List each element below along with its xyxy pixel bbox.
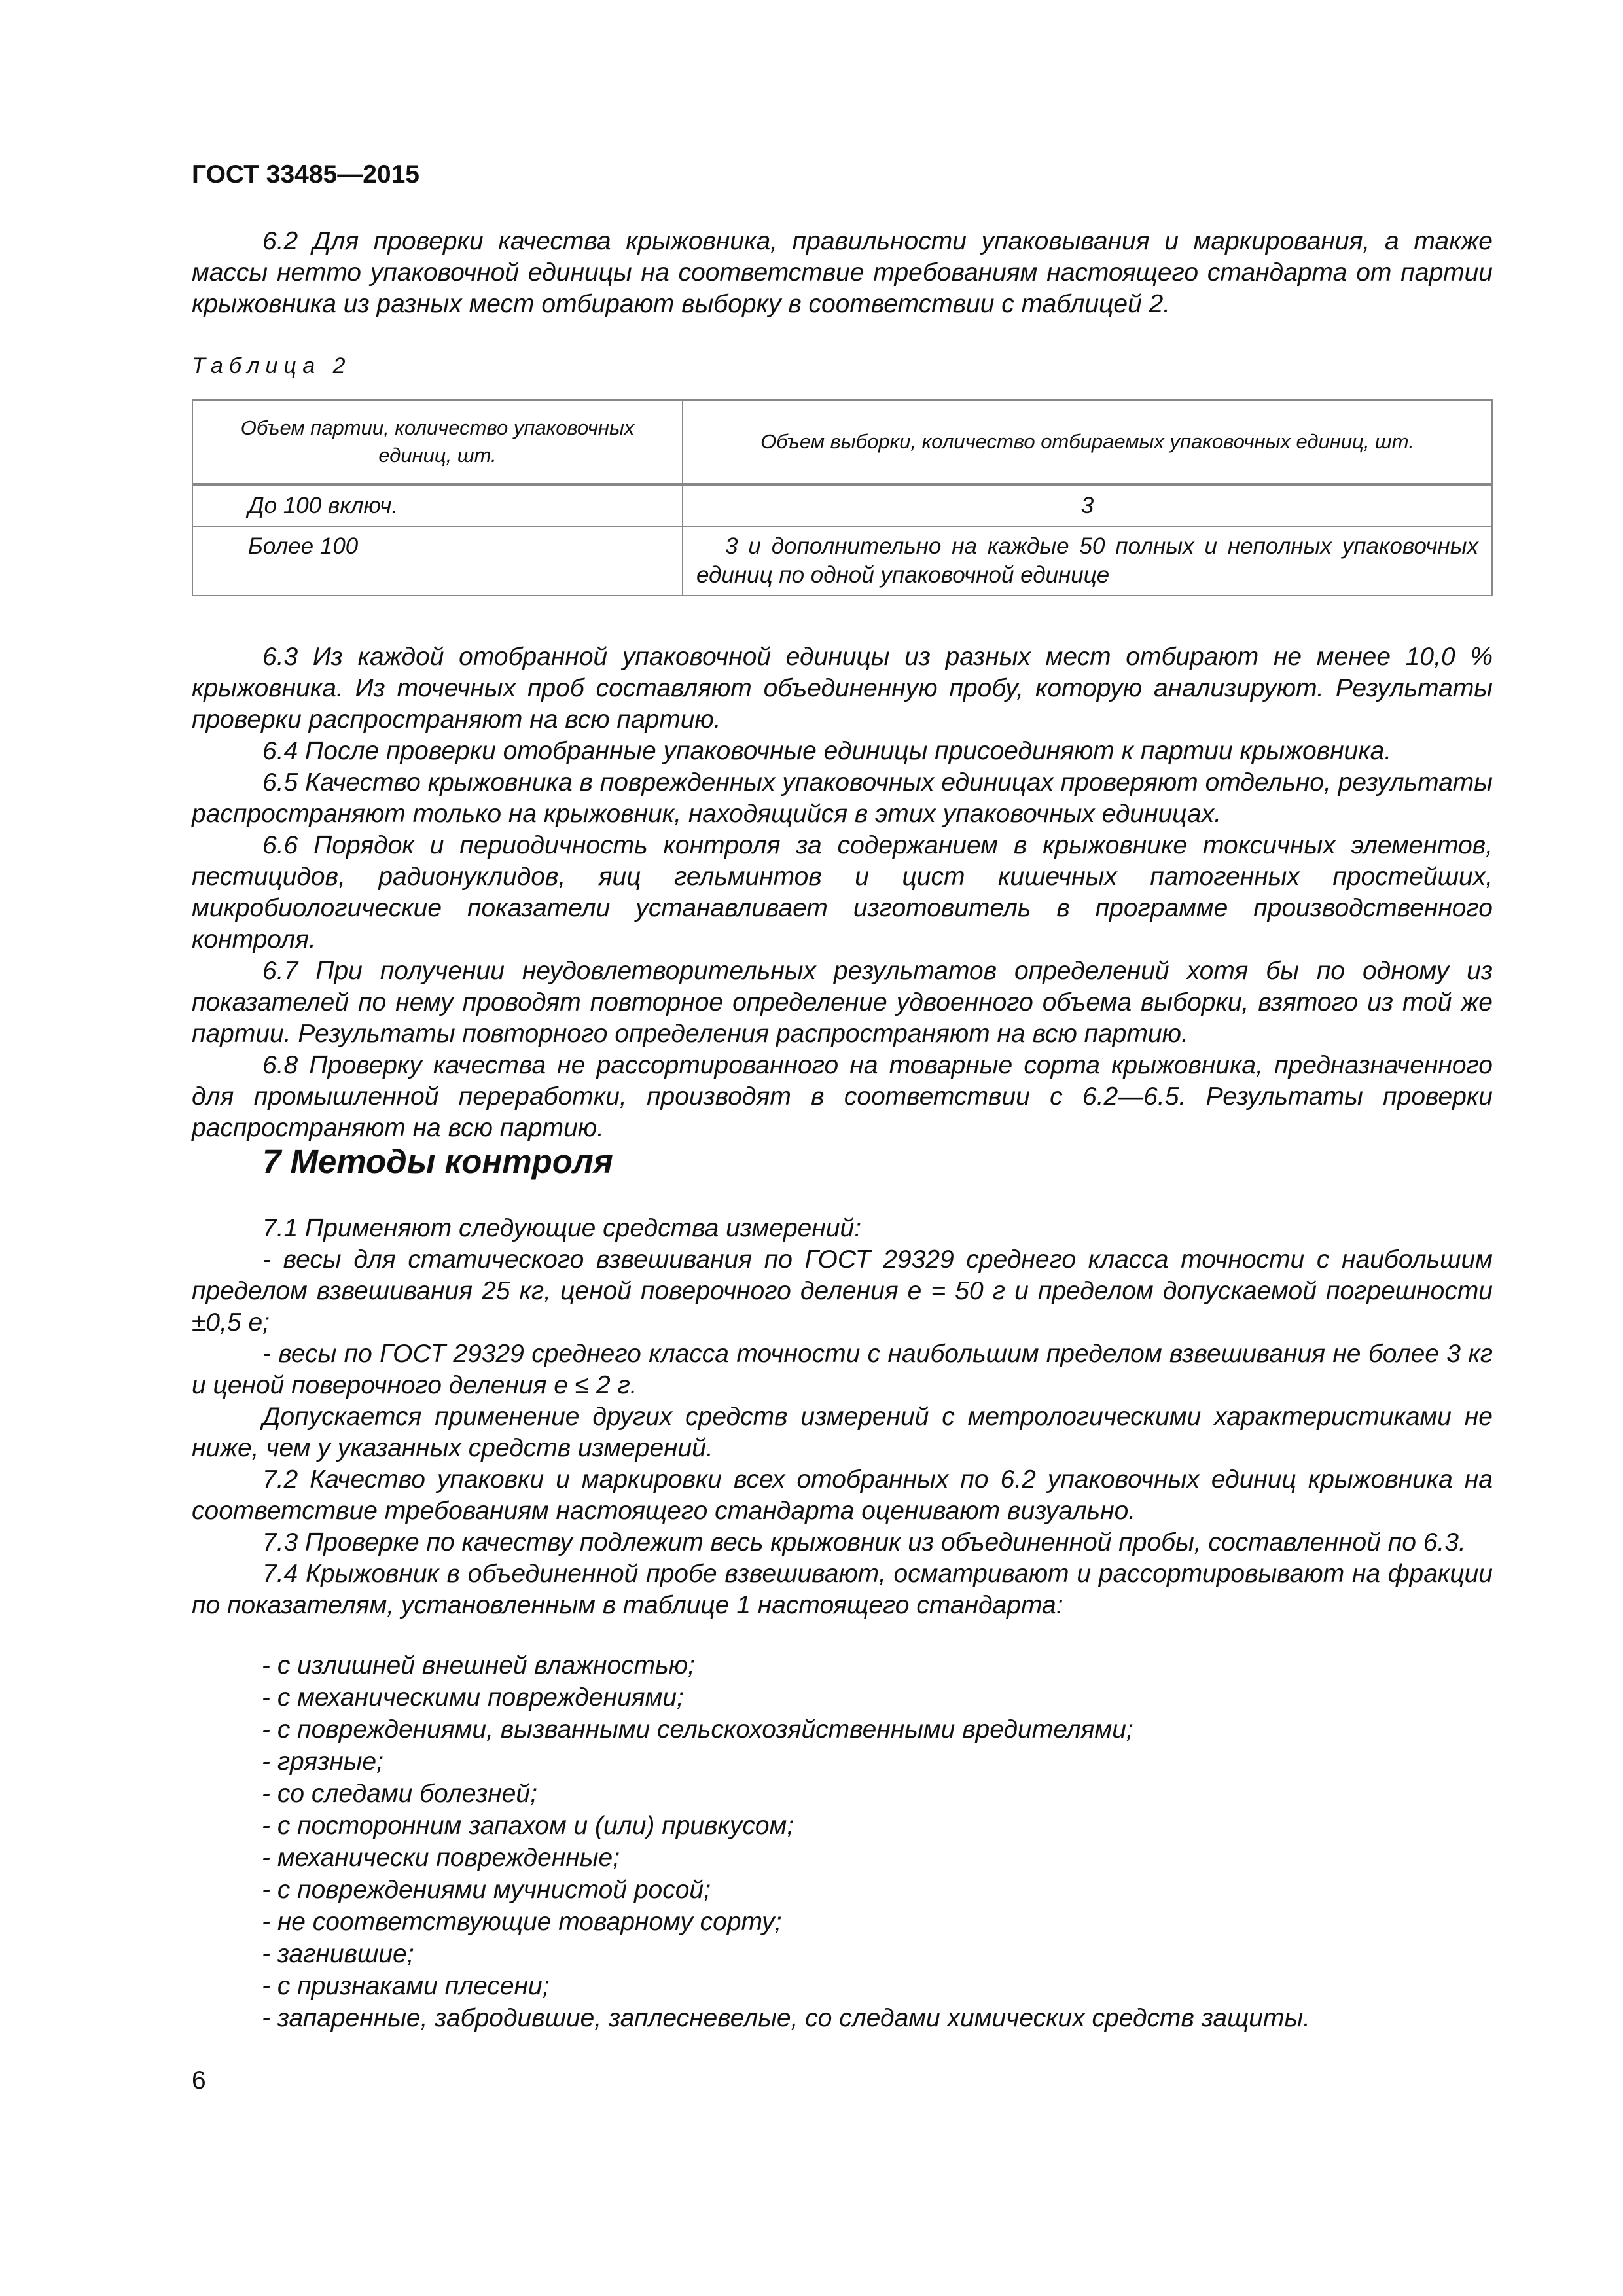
table-cell: До 100 включ.	[192, 485, 683, 527]
column-header-lot-size: Объем партии, количество упаковочных единиц, шт.	[192, 400, 683, 485]
table-row	[192, 526, 1492, 596]
list-item: - со следами болезней;	[262, 1780, 537, 1808]
table-caption: Таблица 2	[192, 353, 351, 378]
paragraph-6-6: 6.6 Порядок и периодичность контроля за содержанием в крыжовнике токсичных элементов, пестицидов, радионуклидов, яиц гельминтов и цист кишечных патогенных простейших, микробиологические показатели устанавливает изготовитель в программе производственного контроля.	[192, 831, 1493, 954]
section-7-paragraphs	[192, 1213, 1493, 1621]
paragraph-6-8: 6.8 Проверку качества не рассортированного на товарные сорта крыжовника, предназначенного для промышленной переработки, производят в соответствии с 6.2—6.5. Результаты проверки распространяют на всю партию.	[192, 1051, 1493, 1142]
table-cell-text: 3 и дополнительно на каждые 50 полных и неполных упаковочных единиц по одной упаковочной единице	[696, 533, 1478, 588]
paragraph-6-5: 6.5 Качество крыжовника в поврежденных упаковочных единицах проверяют отдельно, результаты распространяют только на крыжовник, находящийся в этих упаковочных единицах.	[192, 768, 1493, 828]
section-7-title: 7 Методы контроля	[262, 1143, 613, 1180]
paragraph-text: 6.2 Для проверки качества крыжовника, правильности упаковывания и маркирования, а также массы нетто упаковочной единицы на соответствие требованиям настоящего стандарта от партии крыжовника из разных мест отбирают выборку в соответствии с таблицей 2.	[192, 227, 1493, 318]
table-row	[192, 485, 1492, 527]
paragraph-7-2: 7.2 Качество упаковки и маркировки всех отобранных по 6.2 упаковочных единиц крыжовника на соответствие требованиям настоящего стандарта оценивают визуально.	[192, 1465, 1493, 1525]
list-item: - механически поврежденные;	[262, 1844, 620, 1872]
paragraph-7-1: 7.1 Применяют следующие средства измерений:	[262, 1214, 862, 1242]
list-item: - с излишней внешней влажностью;	[262, 1651, 695, 1679]
list-item: - с повреждениями, вызванными сельскохозяйственными вредителями;	[262, 1715, 1133, 1744]
paragraph-7-3: 7.3 Проверке по качеству подлежит весь крыжовник из объединенной пробы, составленной по 6.3.	[262, 1528, 1466, 1556]
paragraph-7-4: 7.4 Крыжовник в объединенной пробе взвешивают, осматривают и рассортировывают на фракции по показателям, установленным в таблице 1 настоящего стандарта:	[192, 1560, 1493, 1619]
list-item: - не соответствующие товарному сорту;	[262, 1908, 782, 1936]
paragraph-7-1-item-2: - весы по ГОСТ 29329 среднего класса точности с наибольшим пределом взвешивания не более 3 кг и ценой поверочного деления e ≤ 2 г.	[192, 1340, 1493, 1399]
page-number: 6	[192, 2066, 206, 2094]
fraction-list	[262, 1649, 1492, 2034]
paragraph-6-4: 6.4 После проверки отобранные упаковочные единицы присоединяют к партии крыжовника.	[262, 737, 1392, 765]
paragraph-6-2	[192, 226, 1493, 320]
list-item: - грязные;	[262, 1748, 383, 1776]
table-cell: 3	[683, 485, 1492, 527]
paragraph-7-1-note: Допускается применение других средств измерений с метрологическими характеристиками не ниже, чем у указанных средств измерений.	[192, 1403, 1493, 1462]
list-item: - запаренные, забродившие, заплесневелые, со следами химических средств защиты.	[262, 2004, 1310, 2032]
paragraph-7-1-item-1: - весы для статического взвешивания по ГОСТ 29329 среднего класса точности с наибольшим пределом взвешивания 25 кг, ценой поверочного деления e = 50 г и пределом допускаемой погрешности ±0,5 e;	[192, 1246, 1493, 1336]
list-item: - с признаками плесени;	[262, 1972, 550, 2000]
table-cell	[683, 526, 1492, 596]
column-header-sample-size: Объем выборки, количество отбираемых упаковочных единиц, шт.	[683, 400, 1492, 485]
list-item: - с механическими повреждениями;	[262, 1683, 684, 1712]
list-item: - загнившие;	[262, 1940, 414, 1968]
section-6-paragraphs	[192, 641, 1493, 1144]
table-cell: Более 100	[192, 526, 683, 596]
table-header-row	[192, 400, 1492, 485]
list-item: - с посторонним запахом и (или) привкусом;	[262, 1812, 794, 1840]
document-header: ГОСТ 33485—2015	[192, 160, 419, 188]
list-item: - с повреждениями мучнистой росой;	[262, 1876, 711, 1904]
sample-size-table	[192, 399, 1493, 596]
paragraph-6-7: 6.7 При получении неудовлетворительных результатов определений хотя бы по одному из показателей по нему проводят повторное определение удвоенного объема выборки, взятого из той же партии. Результаты повторного определения распространяют на всю партию.	[192, 957, 1493, 1048]
paragraph-6-3: 6.3 Из каждой отобранной упаковочной единицы из разных мест отбирают не менее 10,0 % крыжовника. Из точечных проб составляют объединенную пробу, которую анализируют. Результаты проверки распространяют на всю партию.	[192, 643, 1493, 734]
